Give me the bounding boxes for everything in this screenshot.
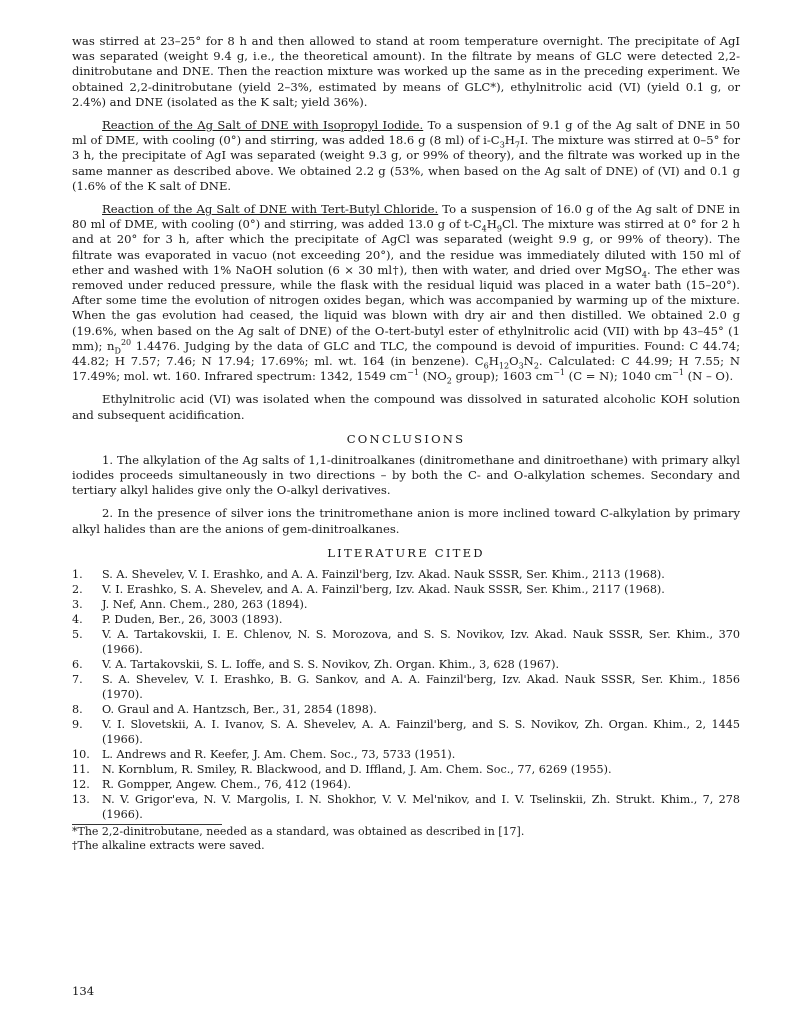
reference-item: 12. R. Gompper, Angew. Chem., 76, 412 (1964). xyxy=(72,777,352,791)
footnote-dagger: †The alkaline extracts were saved. xyxy=(72,838,265,852)
reference-item: 4. P. Duden, Ber., 26, 3003 (1893). xyxy=(72,612,283,626)
reference-item: 8. O. Graul and A. Hantzsch, Ber., 31, 2854 (1898). xyxy=(72,702,377,716)
page-content xyxy=(72,34,740,853)
reference-item: 3. J. Nef, Ann. Chem., 280, 263 (1894). xyxy=(72,597,308,611)
reference-item: 7. S. A. Shevelev, V. I. Erashko, B. G. Sankov, and A. A. Fainzil'berg, Izv. Akad. Nauk SSSR, Ser. Khim., 1856 (1970). xyxy=(72,672,740,701)
footnote-asterisk: *The 2,2-dinitrobutane, needed as a standard, was obtained as described in [17]. xyxy=(72,824,525,838)
reference-item: 5. V. A. Tartakovskii, I. E. Chlenov, N. S. Morozova, and S. S. Novikov, Izv. Akad. Nauk SSSR, Ser. Khim., 370 (1966). xyxy=(72,627,740,656)
reference-item: 2. V. I. Erashko, S. A. Shevelev, and A. A. Fainzil'berg, Izv. Akad. Nauk SSSR, Ser. Khim., 2117 (1968). xyxy=(72,582,665,596)
reference-item: 9. V. I. Slovetskii, A. I. Ivanov, S. A. Shevelev, A. A. Fainzil'berg, and S. S. Novikov, Zh. Organ. Khim., 2, 1445 (1966). xyxy=(72,717,740,746)
reference-item: 6. V. A. Tartakovskii, S. L. Ioffe, and S. S. Novikov, Zh. Organ. Khim., 3, 628 (1967). xyxy=(72,657,560,671)
reference-item: 10. L. Andrews and R. Keefer, J. Am. Chem. Soc., 73, 5733 (1951). xyxy=(72,747,456,761)
section-title-tert-butyl-chloride: Reaction of the Ag Salt of DNE with Tert-Butyl Chloride. xyxy=(102,202,439,217)
reference-item: 1. S. A. Shevelev, V. I. Erashko, and A. A. Fainzil'berg, Izv. Akad. Nauk SSSR, Ser. Khim., 2113 (1968). xyxy=(72,567,665,581)
page-number: 134 xyxy=(72,984,95,998)
reference-item: 13. N. V. Grigor'eva, N. V. Margolis, I. N. Shokhor, V. V. Mel'nikov, and I. V. Tselinskii, Zh. Strukt. Khim., 7, 278 (1966). xyxy=(72,792,740,821)
literature-heading: LITERATURE CITED xyxy=(327,545,485,560)
paragraph-ethylnitrolic-acid: Ethylnitrolic acid (VI) was isolated when the compound was dissolved in saturated alcoholic KOH solution and subsequent acidification. xyxy=(72,392,740,422)
reference-item: 11. N. Kornblum, R. Smiley, R. Blackwood, and D. Iffland, J. Am. Chem. Soc., 77, 6269 (1955). xyxy=(72,762,612,776)
paragraph-tert-butyl-chloride: Reaction of the Ag Salt of DNE with Tert-Butyl Chloride. To a suspension of 16.0 g of the Ag salt of DNE in 80 ml of DME, with cooling (0°) and stirring, was added 13.0 g of $t-C_4H_9Cl$. The mixture was stirred at 0° for 2 h and at 20° for 3 h, after which the precipitate of AgCl was separated (weight 9.9 g, or 99% of theory). The filtrate was evaporated in vacuo (not exceeding 20°), and the residue was immediately diluted with 150 ml of ether and washed with 1% NaOH solution (6 × 30 ml†), then with water, and dried over MgSO$_4$. The ether was removed under reduced pressure, while the flask with the residual liquid was placed in a water bath (15–20°). After some time the evolution of nitrogen oxides began, which was accompanied by warming up of the mixture. When the gas evolution had ceased, the liquid was blown with dry air and then distilled. We obtained 2.0 g (19.6%, when based on the Ag salt of DNE) of the O-tert-butyl ester of ethylnitrolic acid (VII) with bp 43–45° (1 mm); $n_D^{20}$ 1.4476. Judging by the data of GLC and TLC, the compound is devoid of impurities. Found: C 44.74; 44.82; H 7.57; 7.46; N 17.94; 17.69%; ml. wt. 164 (in benzene). $C_6H_{12}O_3N_2$. Calculated: C 44.99; H 7.55; N 17.49%; mol. wt. 160. Infrared spectrum: 1342, 1549 $cm^{-1}$ ($NO_2$ group); 1603 $cm^{-1}$ (C = N); 1040 $cm^{-1}$ (N – O). xyxy=(72,202,740,386)
conclusion-item: 1. The alkylation of the Ag salts of 1,1-dinitroalkanes (dinitromethane and dinitroethane) with primary alkyl iodides proceeds simultaneously in two directions – by both the C- and O-alkylation schemes. Secondary and tertiary alkyl halides give only the O-alkyl derivatives. xyxy=(72,452,740,498)
section-title-isopropyl-iodide: Reaction of the Ag Salt of DNE with Isopropyl Iodide. xyxy=(102,118,424,133)
conclusion-item: 2. In the presence of silver ions the trinitromethane anion is more inclined toward C-alkylation by primary alkyl halides than are the anions of gem-dinitroalkanes. xyxy=(72,506,740,536)
conclusions-heading: CONCLUSIONS xyxy=(346,431,466,446)
reference-list xyxy=(72,567,740,822)
paragraph-isopropyl-iodide: Reaction of the Ag Salt of DNE with Isopropyl Iodide. To a suspension of 9.1 g of the Ag salt of DNE in 50 ml of DME, with cooling (0°) and stirring, was added 18.6 g (8 ml) of $i-C_3H_7I$. The mixture was stirred at 0–5° for 3 h, the precipitate of AgI was separated (weight 9.3 g, or 99% of theory), and the filtrate was worked up in the same manner as described above. We obtained 2.2 g (53%, when based on the Ag salt of DNE) of (VI) and 0.1 g (1.6% of the K salt of DNE. xyxy=(72,118,740,193)
paragraph-experiment-continuation: was stirred at 23–25° for 8 h and then allowed to stand at room temperature overnight. The precipitate of AgI was separated (weight 9.4 g, i.e., the theoretical amount). In the filtrate by means of GLC were detected 2,2-dinitrobutane and DNE. Then the reaction mixture was worked up the same as in the preceding experiment. We obtained 2,2-dinitrobutane (yield 2–3%, estimated by means of GLC*), ethylnitrolic acid (VI) (yield 0.1 g, or 2.4%) and DNE (isolated as the K salt; yield 36%). xyxy=(72,34,740,109)
